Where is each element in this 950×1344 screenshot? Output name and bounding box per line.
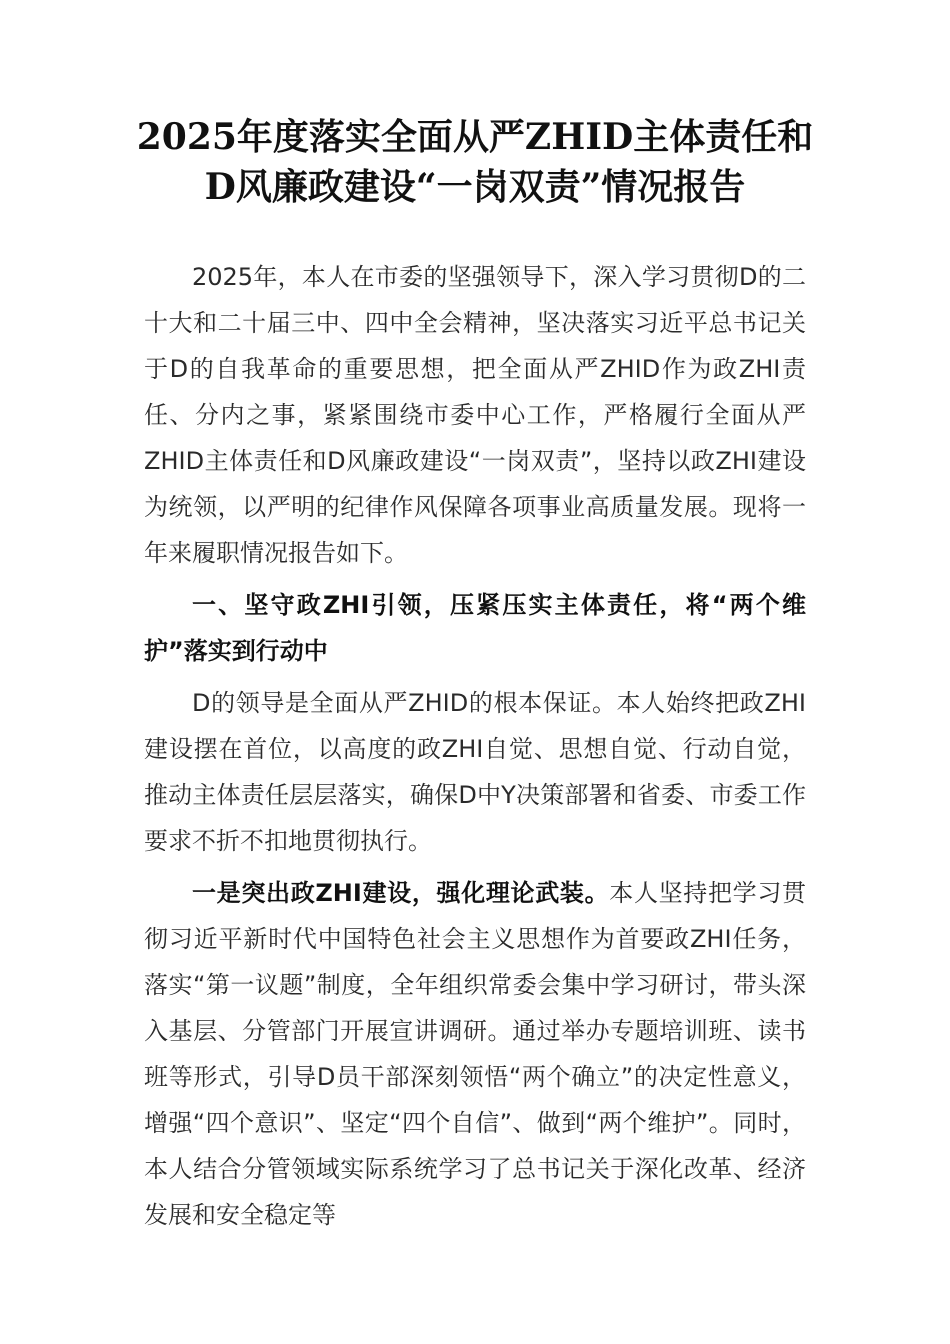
point-1-lead: 一是突出政ZHI建设，强化理论武装。 xyxy=(192,879,610,907)
document-body xyxy=(144,254,806,1244)
section-1-heading: 一、坚守政ZHI引领，压紧压实主体责任，将“两个维护”落实到行动中 xyxy=(144,591,806,665)
title-line-1: 2025年度落实全面从严ZHID主体责任和 xyxy=(136,116,814,158)
document-title xyxy=(120,112,830,212)
point-1-body: 本人坚持把学习贯彻习近平新时代中国特色社会主义思想作为首要政ZHI任务，落实“第一议题”制度，全年组织常委会集中学习研讨，带头深入基层、分管部门开展宣讲调研。通过举办专题培训班、读书班等形式，引导D员干部深刻领悟“两个确立”的决定性意义，增强“四个意识”、坚定“四个自信”、做到“两个维护”。同时，本人结合分管领域实际系统学习了总书记关于深化改革、经济发展和安全稳定等 xyxy=(144,879,807,1229)
section-1-paragraph: D的领导是全面从严ZHID的根本保证。本人始终把政ZHI建设摆在首位，以高度的政ZHI自觉、思想自觉、行动自觉，推动主体责任层层落实，确保D中Y决策部署和省委、市委工作要求不折不扣地贯彻执行。 xyxy=(144,689,806,855)
point-1-paragraph xyxy=(144,870,806,1238)
intro-paragraph: 2025年，本人在市委的坚强领导下，深入学习贯彻D的二十大和二十届三中、四中全会精神，坚决落实习近平总书记关于D的自我革命的重要思想，把全面从严ZHID作为政ZHI责任、分内之事，紧紧围绕市委中心工作，严格履行全面从严ZHID主体责任和D风廉政建设“一岗双责”，坚持以政ZHI建设为统领，以严明的纪律作风保障各项事业高质量发展。现将一年来履职情况报告如下。 xyxy=(144,263,806,567)
title-line-2: D风廉政建设“一岗双责”情况报告 xyxy=(204,166,746,208)
